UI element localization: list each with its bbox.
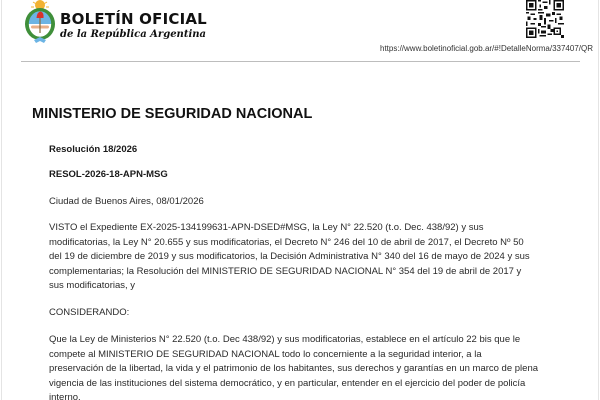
visto-paragraph (49, 221, 569, 294)
qr-url-link[interactable]: https://www.boletinoficial.gob.ar/#!DetalleNorma/337407/QR (380, 44, 593, 53)
visto-line: sus modificatorias, y (49, 280, 136, 291)
considerando-paragraph (49, 333, 569, 400)
considerando-line: interno. (49, 392, 81, 400)
qr-code-icon[interactable] (526, 0, 564, 38)
considerando-line: compete al MINISTERIO DE SEGURIDAD NACIONAL todo lo concerniente a la seguridad interior, a la (49, 348, 482, 360)
header-divider (21, 61, 580, 62)
brand-block (60, 11, 207, 41)
considerando-line: Que la Ley de Ministerios N° 22.520 (t.o. Dec 438/92) y sus modificatorias, establece en el artículo 22 bis que le (49, 334, 521, 345)
resolution-title: Resolución 18/2026 (49, 144, 138, 155)
brand-subtitle: de la República Argentina (60, 29, 206, 40)
visto-line: del 19 de diciembre de 2019 y sus modificatorios, la Decisión Administrativa N° 340 del 16 de mayo de 2024 y sus (49, 251, 530, 262)
page-left-border (1, 0, 2, 400)
considerando-heading: CONSIDERANDO: (49, 307, 130, 318)
resolution-code: RESOL-2026-18-APN-MSG (49, 169, 168, 180)
considerando-line: vigencia de las instituciones del sistema democrático, y en particular, entender en el ejercicio del poder de policía (49, 377, 526, 389)
coat-of-arms-icon (22, 0, 58, 47)
visto-line: VISTO el Expediente EX-2025-134199631-APN-DSED#MSG, la Ley N° 22.520 (t.o. Dec. 438/92) y sus (49, 222, 484, 233)
ministry-heading: MINISTERIO DE SEGURIDAD NACIONAL (32, 106, 313, 122)
considerando-line: preservación de la libertad, la vida y el patrimonio de los habitantes, sus derechos y garantías en un marco de plena (49, 363, 539, 374)
brand-title: BOLETÍN OFICIAL (60, 10, 207, 28)
visto-line: modificatorias, la Ley N° 20.655 y sus modificatorias, el Decreto N° 246 del 10 de abril de 2017, el Decreto Nº 50 (49, 236, 524, 248)
page-right-border (598, 0, 599, 400)
place-date: Ciudad de Buenos Aires, 08/01/2026 (49, 196, 204, 207)
visto-line: complementarias; la Resolución del MINISTERIO DE SEGURIDAD NACIONAL N° 354 del 19 de abril de 2017 y (49, 265, 522, 277)
